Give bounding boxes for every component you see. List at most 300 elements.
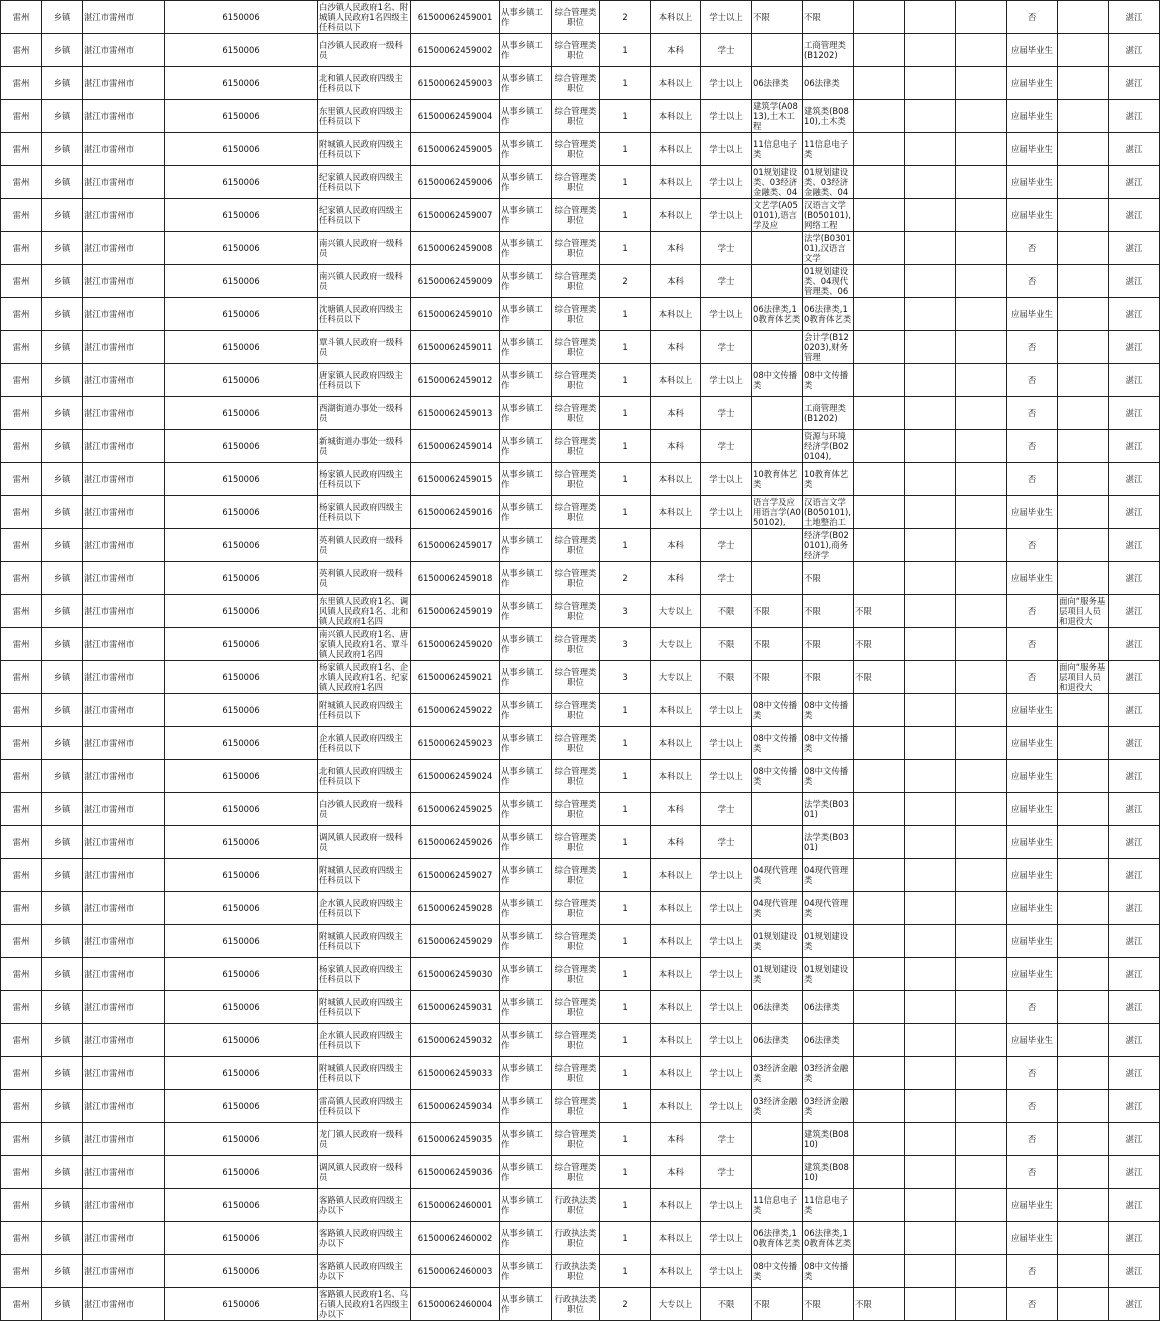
position-code-cell (411, 166, 500, 199)
department-code-cell (165, 166, 318, 199)
extra-cell-a (905, 529, 956, 562)
position-code-cell (411, 1090, 500, 1123)
position-category-cell-text: 综合管理类职位 (554, 831, 597, 852)
position-intro-cell-text: 从事乡镇工作 (501, 1260, 543, 1281)
position-name-cell (318, 1090, 411, 1123)
position-name-cell (318, 925, 411, 958)
fresh-graduate-cell (1007, 925, 1058, 958)
level-cell (42, 364, 83, 397)
remarks-cell (1058, 133, 1109, 166)
headcount-cell (600, 166, 651, 199)
headcount-cell (600, 34, 651, 67)
position-name-cell-text: 调风镇人民政府一级科员 (319, 831, 403, 852)
undergrad-major-cell (803, 298, 854, 331)
city-cell-text: 雷州 (12, 935, 30, 946)
education-cell-text: 本科以上 (658, 1100, 693, 1111)
extra-cell-b (956, 991, 1007, 1024)
department-code-cell (165, 496, 318, 529)
level-cell-text: 乡镇 (53, 308, 71, 319)
undergrad-major-cell-text: 06法律类 (804, 1034, 840, 1045)
headcount-cell-text: 1 (622, 902, 628, 913)
remarks-cell (1058, 562, 1109, 595)
department-code-cell (165, 1090, 318, 1123)
position-code-cell-text: 61500062459023 (417, 737, 493, 748)
fresh-graduate-cell-text: 应届毕业生 (1011, 704, 1053, 715)
position-name-cell (318, 364, 411, 397)
headcount-cell (600, 298, 651, 331)
postgrad-major-cell-text: 01规划建设类 (753, 963, 798, 984)
extra-cell-a (905, 1, 956, 34)
fresh-graduate-cell (1007, 199, 1058, 232)
remarks-cell (1058, 430, 1109, 463)
college-major-cell (854, 496, 905, 529)
headcount-cell (600, 1222, 651, 1255)
table-row (1, 826, 1160, 859)
remarks-cell (1058, 661, 1109, 694)
department-code-cell-text: 6150006 (222, 770, 260, 781)
exam-site-cell-text: 湛江 (1125, 935, 1143, 946)
level-cell (42, 826, 83, 859)
position-category-cell-text: 综合管理类职位 (554, 1161, 597, 1182)
region-cell-text: 湛江市雷州市 (84, 506, 135, 517)
level-cell-text: 乡镇 (53, 143, 71, 154)
college-major-cell (854, 364, 905, 397)
position-code-cell-text: 61500062459024 (417, 770, 493, 781)
city-cell (1, 661, 42, 694)
department-code-cell-text: 6150006 (222, 44, 260, 55)
region-cell (83, 793, 165, 826)
city-cell-text: 雷州 (12, 506, 30, 517)
position-intro-cell (500, 463, 552, 496)
extra-cell-a (905, 958, 956, 991)
city-cell-text: 雷州 (12, 209, 30, 220)
exam-site-cell-text: 湛江 (1125, 1034, 1143, 1045)
department-code-cell-text: 6150006 (222, 1166, 260, 1177)
undergrad-major-cell-text: 11信息电子类 (804, 138, 849, 159)
level-cell-text: 乡镇 (53, 242, 71, 253)
college-major-cell (854, 727, 905, 760)
region-cell-text: 湛江市雷州市 (84, 275, 135, 286)
level-cell (42, 265, 83, 298)
headcount-cell (600, 463, 651, 496)
degree-cell (701, 1057, 752, 1090)
remarks-cell (1058, 298, 1109, 331)
department-code-cell (165, 67, 318, 100)
department-code-cell-text: 6150006 (222, 1265, 260, 1276)
education-cell (651, 694, 701, 727)
region-cell (83, 463, 165, 496)
position-code-cell-text: 61500062459017 (417, 539, 493, 550)
degree-cell (701, 859, 752, 892)
position-category-cell-text: 综合管理类职位 (554, 1062, 597, 1083)
degree-cell (701, 991, 752, 1024)
headcount-cell-text: 1 (622, 209, 628, 220)
position-category-cell (552, 1090, 600, 1123)
exam-site-cell (1109, 1255, 1160, 1288)
region-cell-text: 湛江市雷州市 (84, 176, 135, 187)
extra-cell-a (905, 364, 956, 397)
exam-site-cell-text: 湛江 (1125, 539, 1143, 550)
college-major-cell (854, 1222, 905, 1255)
level-cell (42, 133, 83, 166)
headcount-cell (600, 331, 651, 364)
extra-cell-b (956, 265, 1007, 298)
extra-cell-b (956, 463, 1007, 496)
exam-site-cell (1109, 298, 1160, 331)
fresh-graduate-cell (1007, 1024, 1058, 1057)
position-name-cell (318, 1, 411, 34)
extra-cell-b (956, 331, 1007, 364)
extra-cell-a (905, 397, 956, 430)
exam-site-cell-text: 湛江 (1125, 770, 1143, 781)
fresh-graduate-cell (1007, 991, 1058, 1024)
headcount-cell-text: 1 (622, 704, 628, 715)
fresh-graduate-cell (1007, 397, 1058, 430)
degree-cell (701, 595, 752, 628)
position-code-cell-text: 61500062459019 (417, 605, 493, 616)
region-cell-text: 湛江市雷州市 (84, 1232, 135, 1243)
postgrad-major-cell-text: 01规划建设类、03经济金融类、04 (753, 166, 798, 198)
undergrad-major-cell (803, 1189, 854, 1222)
education-cell-text: 本科以上 (658, 1265, 693, 1276)
department-code-cell-text: 6150006 (222, 374, 260, 385)
table-row (1, 628, 1160, 661)
level-cell (42, 166, 83, 199)
degree-cell (701, 232, 752, 265)
city-cell (1, 1057, 42, 1090)
postgrad-major-cell (752, 265, 803, 298)
fresh-graduate-cell-text: 应届毕业生 (1011, 935, 1053, 946)
level-cell-text: 乡镇 (53, 506, 71, 517)
headcount-cell (600, 760, 651, 793)
position-name-cell-text: 附城镇人民政府四级主任科员以下 (319, 996, 403, 1017)
degree-cell (701, 1222, 752, 1255)
exam-site-cell (1109, 364, 1160, 397)
position-category-cell-text: 综合管理类职位 (554, 930, 597, 951)
position-category-cell (552, 694, 600, 727)
postgrad-major-cell (752, 100, 803, 133)
position-code-cell (411, 199, 500, 232)
position-code-cell (411, 1189, 500, 1222)
level-cell-text: 乡镇 (53, 1199, 71, 1210)
position-category-cell-text: 综合管理类职位 (554, 204, 597, 225)
postgrad-major-cell (752, 760, 803, 793)
table-row (1, 991, 1160, 1024)
postgrad-major-cell (752, 1189, 803, 1222)
level-cell-text: 乡镇 (53, 869, 71, 880)
extra-cell-b (956, 793, 1007, 826)
exam-site-cell-text: 湛江 (1125, 836, 1143, 847)
position-intro-cell-text: 从事乡镇工作 (501, 369, 543, 390)
position-intro-cell-text: 从事乡镇工作 (501, 435, 543, 456)
education-cell (651, 1156, 701, 1189)
postgrad-major-cell (752, 826, 803, 859)
position-code-cell (411, 628, 500, 661)
remarks-cell-text: 面向“服务基层项目人员和退役大 (1059, 661, 1106, 693)
region-cell (83, 133, 165, 166)
city-cell-text: 雷州 (12, 836, 30, 847)
education-cell (651, 925, 701, 958)
city-cell-text: 雷州 (12, 341, 30, 352)
headcount-cell (600, 430, 651, 463)
remarks-cell (1058, 958, 1109, 991)
extra-cell-a (905, 1222, 956, 1255)
headcount-cell (600, 727, 651, 760)
postgrad-major-cell (752, 991, 803, 1024)
postgrad-major-cell (752, 166, 803, 199)
city-cell (1, 595, 42, 628)
exam-site-cell (1109, 595, 1160, 628)
undergrad-major-cell-text: 工商管理类(B1202) (804, 39, 846, 60)
region-cell (83, 991, 165, 1024)
college-major-cell (854, 463, 905, 496)
region-cell (83, 331, 165, 364)
city-cell-text: 雷州 (12, 44, 30, 55)
degree-cell-text: 学士以上 (709, 176, 743, 187)
level-cell (42, 991, 83, 1024)
exam-site-cell-text: 湛江 (1125, 1133, 1143, 1144)
city-cell (1, 628, 42, 661)
education-cell-text: 本科以上 (658, 110, 693, 121)
department-code-cell (165, 265, 318, 298)
position-category-cell-text: 综合管理类职位 (554, 1029, 597, 1050)
headcount-cell (600, 793, 651, 826)
degree-cell-text: 学士 (717, 539, 735, 550)
headcount-cell (600, 1156, 651, 1189)
headcount-cell-text: 1 (622, 869, 628, 880)
college-major-cell (854, 595, 905, 628)
exam-site-cell-text: 湛江 (1125, 1232, 1143, 1243)
remarks-cell (1058, 397, 1109, 430)
fresh-graduate-cell (1007, 1156, 1058, 1189)
postgrad-major-cell-text: 不限 (753, 11, 770, 22)
table-row (1, 430, 1160, 463)
table-row (1, 562, 1160, 595)
postgrad-major-cell (752, 727, 803, 760)
position-intro-cell-text: 从事乡镇工作 (501, 831, 543, 852)
position-intro-cell (500, 34, 552, 67)
region-cell-text: 湛江市雷州市 (84, 1166, 135, 1177)
city-cell (1, 1090, 42, 1123)
college-major-cell-text: 不限 (855, 605, 872, 616)
education-cell-text: 大专以上 (658, 605, 693, 616)
fresh-graduate-cell (1007, 496, 1058, 529)
headcount-cell-text: 2 (622, 572, 628, 583)
extra-cell-a (905, 661, 956, 694)
exam-site-cell-text: 湛江 (1125, 11, 1143, 22)
position-intro-cell (500, 1123, 552, 1156)
position-name-cell-text: 沈塘镇人民政府四级主任科员以下 (319, 303, 403, 324)
extra-cell-b (956, 892, 1007, 925)
fresh-graduate-cell-text: 应届毕业生 (1011, 77, 1053, 88)
position-intro-cell (500, 529, 552, 562)
department-code-cell-text: 6150006 (222, 902, 260, 913)
postgrad-major-cell-text: 06法律类 (753, 1001, 789, 1012)
table-row (1, 463, 1160, 496)
education-cell (651, 793, 701, 826)
position-code-cell (411, 595, 500, 628)
position-category-cell (552, 166, 600, 199)
education-cell (651, 265, 701, 298)
region-cell (83, 859, 165, 892)
education-cell (651, 1090, 701, 1123)
city-cell (1, 166, 42, 199)
degree-cell (701, 958, 752, 991)
fresh-graduate-cell (1007, 1222, 1058, 1255)
exam-site-cell-text: 湛江 (1125, 506, 1143, 517)
fresh-graduate-cell (1007, 265, 1058, 298)
level-cell-text: 乡镇 (53, 77, 71, 88)
education-cell (651, 727, 701, 760)
headcount-cell-text: 1 (622, 77, 628, 88)
degree-cell-text: 学士 (717, 341, 735, 352)
degree-cell (701, 1123, 752, 1156)
city-cell (1, 958, 42, 991)
region-cell-text: 湛江市雷州市 (84, 1001, 135, 1012)
city-cell-text: 雷州 (12, 1133, 30, 1144)
exam-site-cell (1109, 1090, 1160, 1123)
headcount-cell-text: 1 (622, 539, 628, 550)
department-code-cell (165, 826, 318, 859)
undergrad-major-cell-text: 04现代管理类 (804, 897, 849, 918)
undergrad-major-cell-text: 01规划建设类 (804, 963, 849, 984)
undergrad-major-cell-text: 08中文传播类 (804, 1260, 849, 1281)
position-name-cell (318, 1123, 411, 1156)
degree-cell-text: 学士以上 (709, 1232, 743, 1243)
position-name-cell-text: 企水镇人民政府四级主任科员以下 (319, 897, 403, 918)
degree-cell-text: 学士以上 (709, 374, 743, 385)
position-code-cell (411, 1288, 500, 1321)
position-name-cell-text: 新城街道办事处一级科员 (319, 435, 403, 456)
position-category-cell (552, 364, 600, 397)
exam-site-cell-text: 湛江 (1125, 407, 1143, 418)
headcount-cell-text: 1 (622, 1067, 628, 1078)
city-cell-text: 雷州 (12, 869, 30, 880)
headcount-cell-text: 1 (622, 407, 628, 418)
exam-site-cell (1109, 793, 1160, 826)
region-cell (83, 1288, 165, 1321)
position-category-cell-text: 综合管理类职位 (554, 699, 597, 720)
exam-site-cell (1109, 661, 1160, 694)
extra-cell-a (905, 463, 956, 496)
fresh-graduate-cell (1007, 1288, 1058, 1321)
region-cell (83, 595, 165, 628)
degree-cell (701, 67, 752, 100)
exam-site-cell-text: 湛江 (1125, 968, 1143, 979)
position-code-cell (411, 1024, 500, 1057)
undergrad-major-cell-text: 建筑类(B0810) (804, 1128, 849, 1149)
position-name-cell (318, 463, 411, 496)
department-code-cell (165, 1123, 318, 1156)
postgrad-major-cell-text: 不限 (753, 671, 770, 682)
fresh-graduate-cell (1007, 661, 1058, 694)
headcount-cell-text: 1 (622, 440, 628, 451)
postgrad-major-cell-text: 06法律类,10教育体艺类 (753, 1227, 801, 1248)
extra-cell-a (905, 67, 956, 100)
extra-cell-a (905, 826, 956, 859)
department-code-cell-text: 6150006 (222, 869, 260, 880)
position-name-cell (318, 793, 411, 826)
undergrad-major-cell (803, 166, 854, 199)
department-code-cell-text: 6150006 (222, 275, 260, 286)
headcount-cell (600, 562, 651, 595)
fresh-graduate-cell (1007, 628, 1058, 661)
position-intro-cell-text: 从事乡镇工作 (501, 897, 543, 918)
extra-cell-a (905, 133, 956, 166)
level-cell (42, 628, 83, 661)
extra-cell-a (905, 595, 956, 628)
undergrad-major-cell-text: 经济学(B020101),商务经济学 (804, 529, 849, 561)
city-cell-text: 雷州 (12, 308, 30, 319)
postgrad-major-cell (752, 925, 803, 958)
education-cell (651, 232, 701, 265)
exam-site-cell-text: 湛江 (1125, 275, 1143, 286)
fresh-graduate-cell-text: 否 (1027, 11, 1037, 22)
position-intro-cell (500, 958, 552, 991)
postgrad-major-cell-text: 04现代管理类 (753, 897, 798, 918)
position-category-cell-text: 行政执法类职位 (554, 1194, 597, 1215)
department-code-cell-text: 6150006 (222, 836, 260, 847)
region-cell-text: 湛江市雷州市 (84, 902, 135, 913)
remarks-cell (1058, 199, 1109, 232)
exam-site-cell (1109, 100, 1160, 133)
position-category-cell (552, 727, 600, 760)
exam-site-cell-text: 湛江 (1125, 671, 1143, 682)
degree-cell (701, 1090, 752, 1123)
extra-cell-a (905, 100, 956, 133)
fresh-graduate-cell-text: 应届毕业生 (1011, 110, 1053, 121)
table-row (1, 1222, 1160, 1255)
headcount-cell (600, 892, 651, 925)
college-major-cell (854, 133, 905, 166)
education-cell-text: 本科 (667, 242, 684, 253)
position-code-cell-text: 61500062459015 (417, 473, 493, 484)
fresh-graduate-cell-text: 否 (1027, 638, 1037, 649)
city-cell (1, 727, 42, 760)
position-code-cell-text: 61500062459018 (417, 572, 493, 583)
headcount-cell (600, 694, 651, 727)
department-code-cell-text: 6150006 (222, 572, 260, 583)
exam-site-cell-text: 湛江 (1125, 737, 1143, 748)
table-row (1, 364, 1160, 397)
department-code-cell (165, 925, 318, 958)
position-name-cell-text: 南兴镇人民政府一级科员 (319, 270, 403, 291)
college-major-cell (854, 826, 905, 859)
college-major-cell (854, 1156, 905, 1189)
position-name-cell (318, 496, 411, 529)
region-cell-text: 湛江市雷州市 (84, 770, 135, 781)
extra-cell-a (905, 925, 956, 958)
position-name-cell (318, 1288, 411, 1321)
position-category-cell (552, 397, 600, 430)
region-cell (83, 727, 165, 760)
position-intro-cell (500, 859, 552, 892)
level-cell (42, 562, 83, 595)
position-name-cell-text: 东里镇人民政府1名、调风镇人民政府1名、北和镇人民政府1名四 (319, 595, 409, 627)
remarks-cell-text: 面向“服务基层项目人员和退役大 (1059, 595, 1106, 627)
extra-cell-a (905, 1123, 956, 1156)
education-cell (651, 364, 701, 397)
position-intro-cell-text: 从事乡镇工作 (501, 171, 543, 192)
college-major-cell (854, 760, 905, 793)
fresh-graduate-cell (1007, 694, 1058, 727)
postgrad-major-cell-text: 03经济金融类 (753, 1062, 798, 1083)
region-cell-text: 湛江市雷州市 (84, 671, 135, 682)
undergrad-major-cell (803, 1090, 854, 1123)
city-cell (1, 1156, 42, 1189)
college-major-cell (854, 958, 905, 991)
position-name-cell (318, 1255, 411, 1288)
